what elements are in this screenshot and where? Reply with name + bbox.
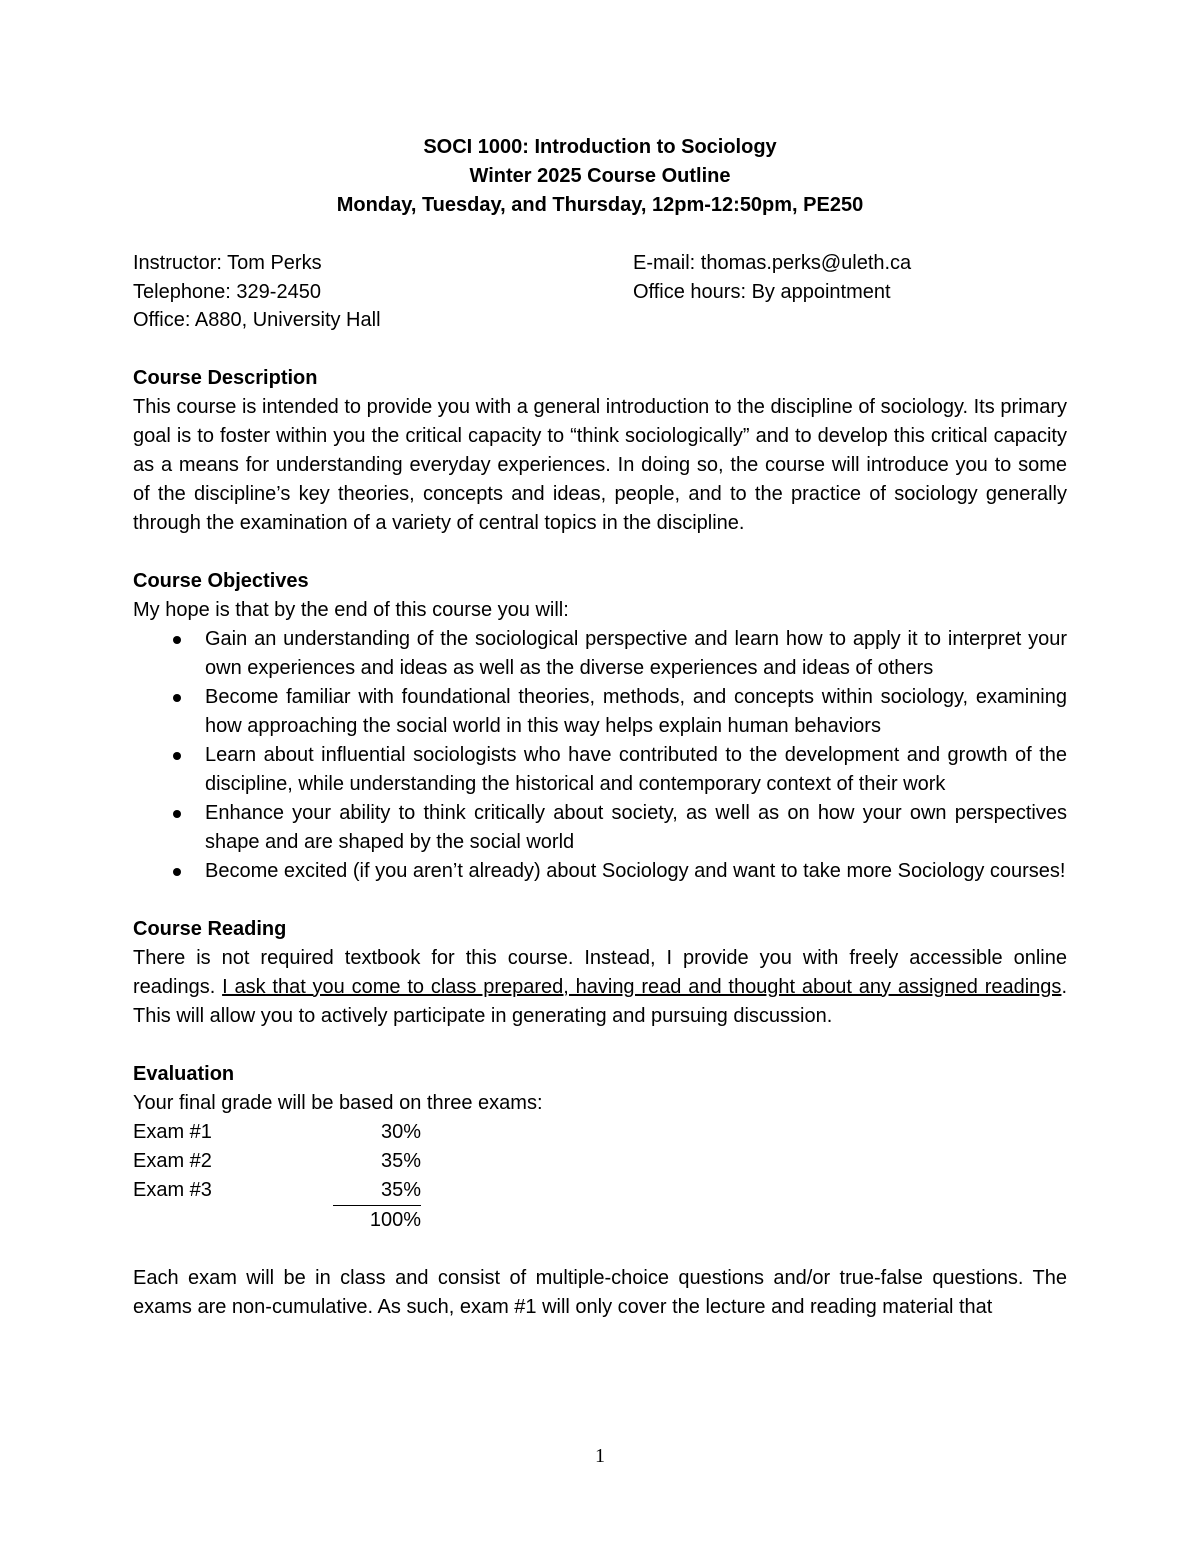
reading-text-start: There is not required textbook for this course. Instead, I provide you with freely accessible online readings.	[133, 946, 1067, 998]
objective-item: Gain an understanding of the sociological perspective and learn how to apply it to interpret your own experiences and ideas as well as the diverse experiences and ideas of others	[205, 625, 1067, 683]
course-reading-text	[133, 944, 1067, 1031]
course-description-heading: Course Description	[133, 366, 318, 389]
objective-item: Learn about influential sociologists who have contributed to the development and growth of the discipline, while understanding the historical and contemporary context of their work	[205, 741, 1067, 799]
evaluation-heading: Evaluation	[133, 1062, 235, 1085]
exam-weight: 35%	[380, 1149, 421, 1172]
instructor-name: Instructor: Tom Perks	[133, 252, 322, 274]
objective-item: Become familiar with foundational theories, methods, and concepts within sociology, examining how approaching the social world in this way helps explain human behaviors	[205, 683, 1067, 741]
exam-label: Exam #1	[133, 1120, 212, 1143]
course-title: SOCI 1000: Introduction to Sociology	[423, 136, 777, 158]
office-hours: Office hours: By appointment	[633, 280, 891, 303]
objective-item: Enhance your ability to think critically about society, as well as on how your own perspectives shape and are shaped by the social world	[205, 799, 1067, 857]
evaluation-total: 100%	[369, 1208, 421, 1231]
objectives-list	[133, 625, 1067, 886]
course-objectives-intro: My hope is that by the end of this course you will:	[133, 598, 569, 621]
title-block	[133, 133, 1067, 220]
instructor-telephone: Telephone: 329-2450	[133, 280, 321, 303]
course-objectives-heading: Course Objectives	[133, 569, 309, 592]
reading-text-end: . This will allow you to actively participate in generating and pursuing discussion.	[133, 975, 1067, 1027]
course-description-text: This course is intended to provide you with a general introduction to the discipline of sociology. Its primary goal is to foster within you the critical capacity to “think sociologically” and to develop this critical capacity as a means for understanding everyday experiences. In doing so, the course will introduce you to some of the discipline’s key theories, concepts and ideas, people, and to the practice of sociology generally through the examination of a variety of central topics in the discipline.	[133, 395, 1067, 534]
instructor-email: E-mail: thomas.perks@uleth.ca	[633, 252, 912, 274]
evaluation-row	[133, 1147, 1067, 1176]
exam-details-text: Each exam will be in class and consist of multiple-choice questions and/or true-false questions. The exams are non-cumulative. As such, exam #1 will only cover the lecture and reading material that	[133, 1266, 1067, 1318]
evaluation-total-row	[133, 1206, 1067, 1235]
exam-details-section	[133, 1264, 1067, 1322]
exam-label: Exam #2	[133, 1149, 212, 1172]
evaluation-section	[133, 1060, 1067, 1235]
course-reading-heading: Course Reading	[133, 917, 287, 940]
course-objectives-section	[133, 567, 1067, 886]
objective-item: Become excited (if you aren’t already) about Sociology and want to take more Sociology courses!	[205, 857, 1067, 886]
term-title: Winter 2025 Course Outline	[469, 165, 731, 187]
exam-weight: 30%	[380, 1120, 421, 1143]
course-description-section	[133, 364, 1067, 538]
evaluation-row	[133, 1118, 1067, 1147]
evaluation-row	[133, 1176, 1067, 1206]
page-number: 1	[595, 1445, 605, 1467]
course-reading-section	[133, 915, 1067, 1031]
office-location: Office: A880, University Hall	[133, 309, 381, 331]
exam-weight: 35%	[333, 1176, 421, 1206]
schedule-line: Monday, Tuesday, and Thursday, 12pm-12:50pm, PE250	[336, 194, 864, 216]
evaluation-intro: Your final grade will be based on three exams:	[133, 1091, 543, 1114]
reading-underlined-text: I ask that you come to class prepared, having read and thought about any assigned readings	[222, 975, 1062, 998]
page-content	[133, 133, 1067, 1322]
exam-label: Exam #3	[133, 1178, 212, 1201]
instructor-info	[133, 249, 1067, 335]
